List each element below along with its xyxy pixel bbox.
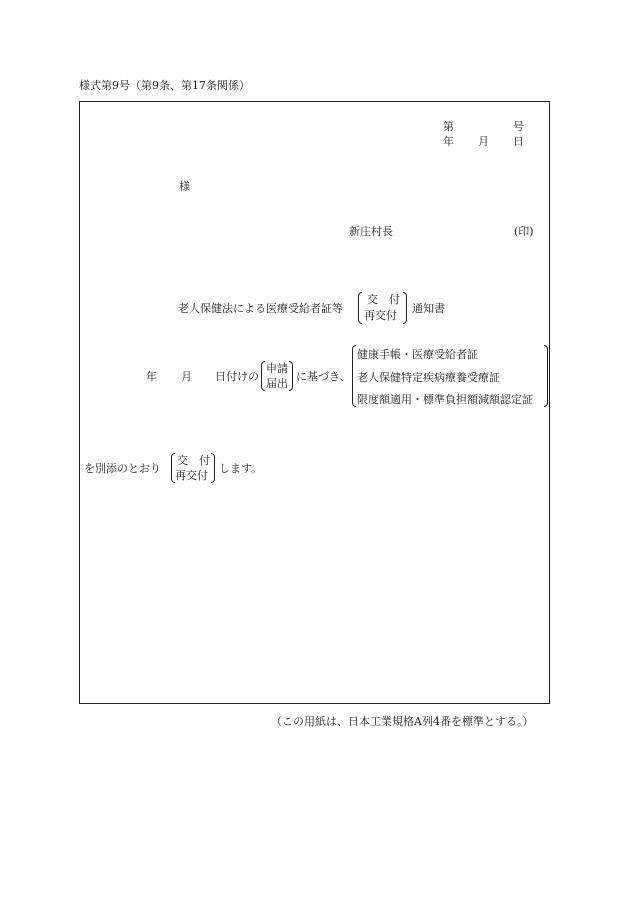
recipient-suffix: 様 [179,180,190,193]
basis-day-suffix: 日付けの [215,370,259,383]
form-header: 様式第9号（第9条、第17条関係） [79,79,250,92]
issuer-seal: (印) [514,225,534,238]
certificate-bracket-left [352,345,356,407]
certificate-option-health: 健康手帳・医療受給者証 [357,348,478,361]
closing-option-reissue: 再交付 [175,469,208,482]
date-label-month: 月 [478,135,489,148]
certificate-option-specific-disease: 老人保健特定疾病療養受療証 [357,371,500,384]
closing-prefix: を別添のとおり [84,462,161,475]
footer-note: （この用紙は、日本工業規格A列4番を標準とする。） [271,715,534,728]
request-option-application: 申請 [266,362,288,375]
date-label-day: 日 [513,135,524,148]
basis-middle: に基づき、 [296,370,351,383]
basis-year: 年 [146,370,157,383]
certificate-bracket-right [544,345,548,407]
basis-month: 月 [181,370,192,383]
notice-bracket-left [358,292,362,324]
issuer-title: 新庄村長 [349,225,393,238]
closing-suffix: します。 [219,462,263,475]
notice-option-reissue: 再交付 [364,309,397,322]
closing-bracket-right [211,453,215,483]
request-bracket-left [261,361,265,391]
closing-option-issue: 交 付 [177,454,210,467]
notice-option-issue: 交 付 [367,293,400,306]
request-option-notification: 届出 [266,377,288,390]
number-label-dai: 第 [443,120,454,133]
request-bracket-right [289,361,293,391]
notice-title-prefix: 老人保健法による医療受給者証等 [178,302,343,315]
number-label-gou: 号 [513,120,524,133]
notice-bracket-right [403,292,407,324]
date-label-year: 年 [443,135,454,148]
certificate-option-limit: 限度額適用・標準負担額減額認定証 [357,393,533,406]
notice-title-suffix: 通知書 [412,302,445,315]
